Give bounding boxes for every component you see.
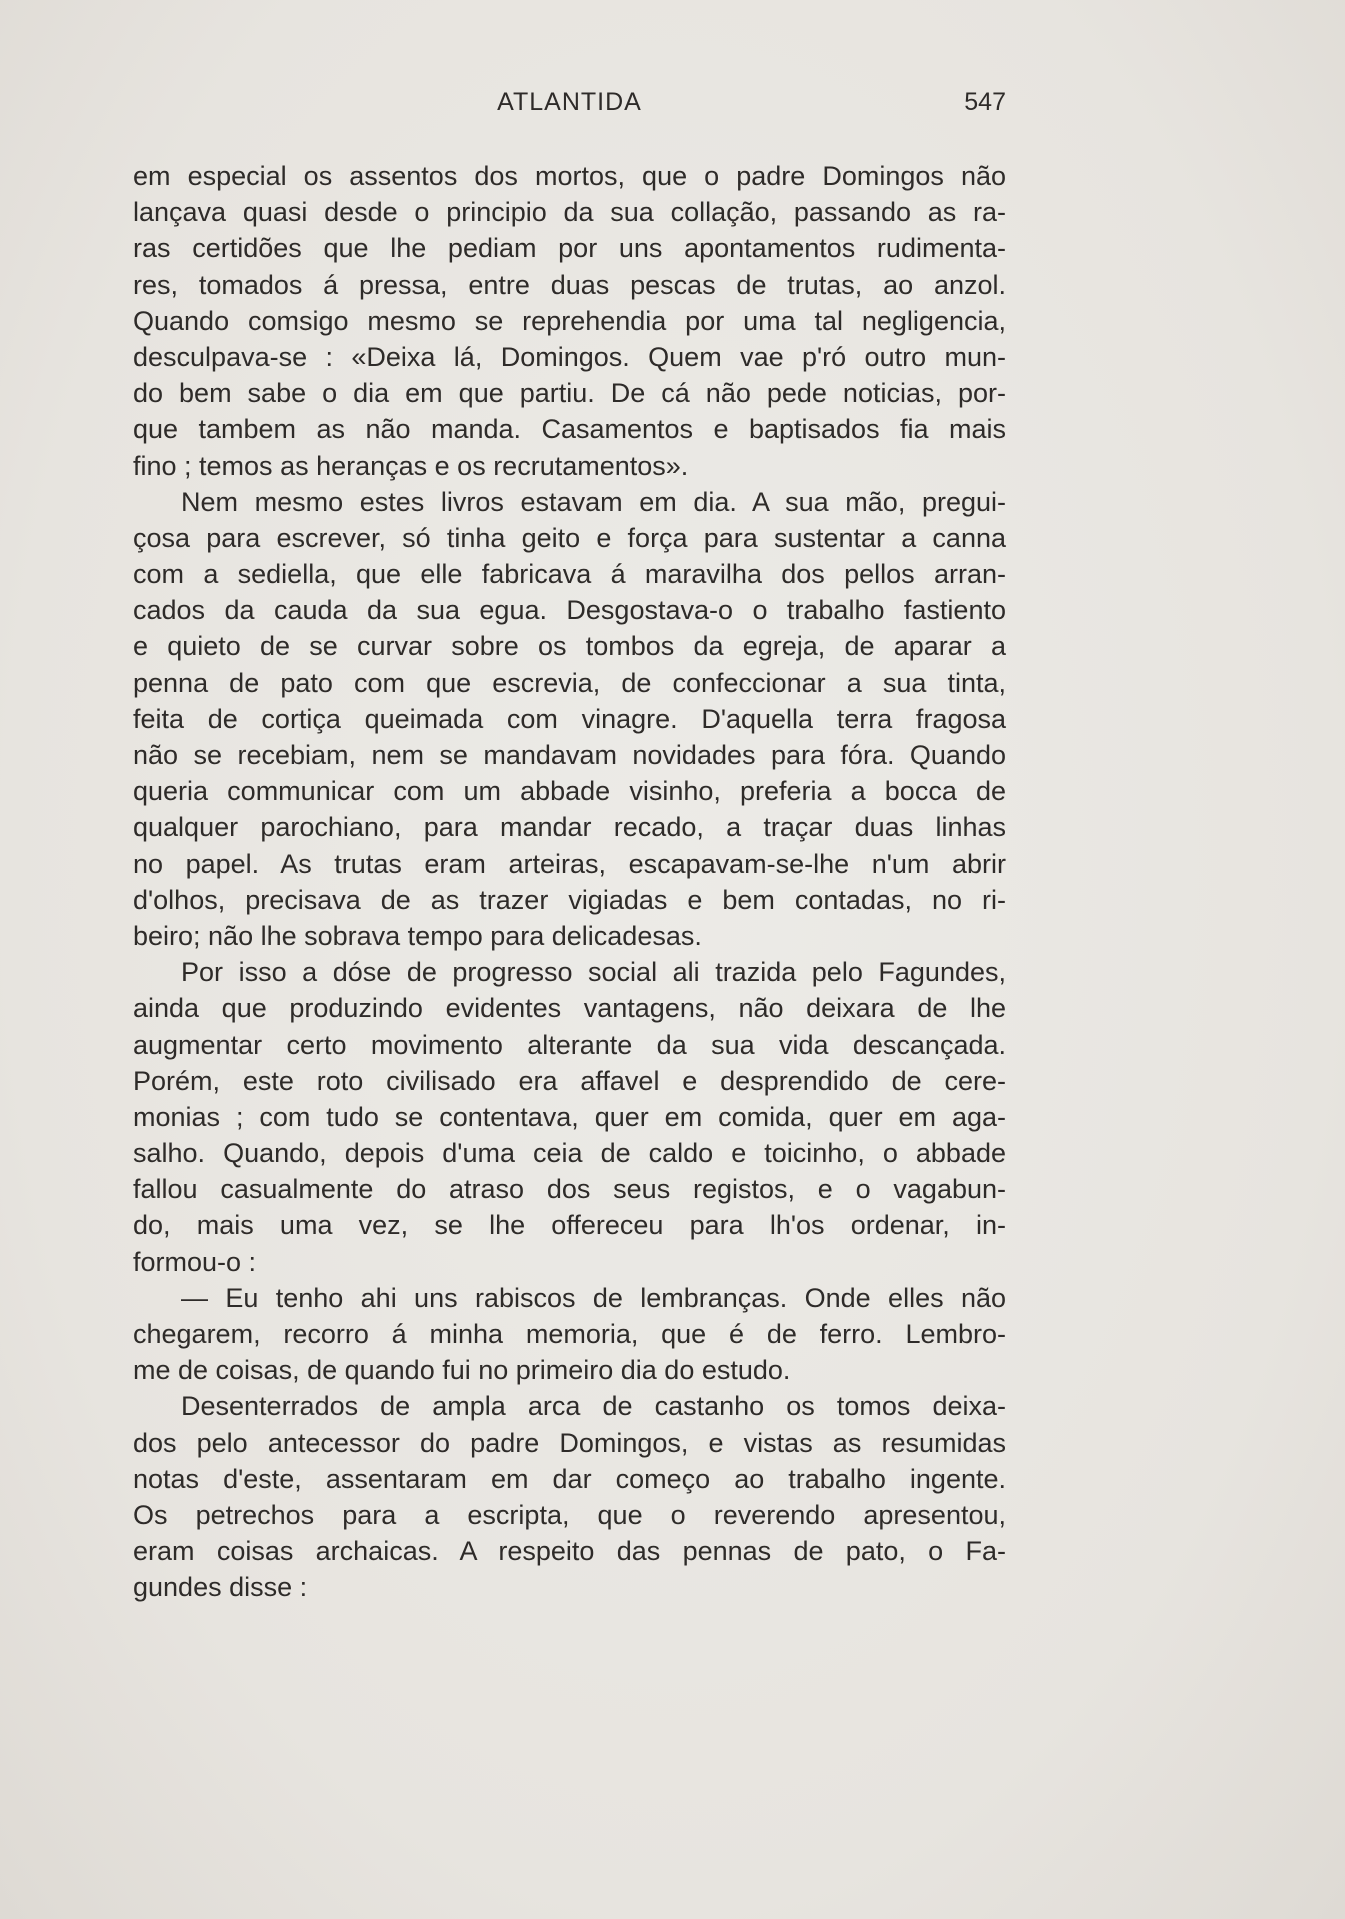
text-line: beiro; não lhe sobrava tempo para delicadesas. [133,920,702,951]
text-line: d'olhos, precisava de as trazer vigiadas e bem contadas, no ri- [133,884,1006,915]
text-line: Os petrechos para a escripta, que o reverendo apresentou, [133,1499,1006,1530]
text-line: çosa para escrever, só tinha geito e força para sustentar a canna [133,522,1006,553]
text-line: me de coisas, de quando fui no primeiro dia do estudo. [133,1355,791,1386]
text-line: desculpava-se : «Deixa lá, Domingos. Quem vae p'ró outro mun- [133,341,1006,372]
body-text [133,158,1006,1606]
text-line: dos pelo antecessor do padre Domingos, e vistas as resumidas [133,1427,1006,1458]
text-line: do bem sabe o dia em que partiu. De cá não pede noticias, por- [133,378,1006,409]
running-title: ATLANTIDA [497,88,642,116]
text-line: Por isso a dóse de progresso social ali trazida pelo Fagundes, [181,957,1006,988]
text-line: Porém, este roto civilisado era affavel e desprendido de cere- [133,1065,1006,1096]
text-line: Desenterrados de ampla arca de castanho os tomos deixa- [181,1391,1006,1422]
text-line: qualquer parochiano, para mandar recado, a traçar duas linhas [133,812,1006,843]
text-line: augmentar certo movimento alterante da sua vida descançada. [133,1029,1006,1060]
text-line: formou-o : [133,1246,257,1277]
text-line: fallou casualmente do atraso dos seus registos, e o vagabun- [133,1174,1006,1205]
text-line: não se recebiam, nem se mandavam novidades para fóra. Quando [133,740,1006,770]
text-line: do, mais uma vez, se lhe offereceu para lh'os ordenar, in- [133,1210,1006,1241]
text-line: Quando comsigo mesmo se reprehendia por uma tal negligencia, [133,305,1006,336]
text-line: e quieto de se curvar sobre os tombos da egreja, de aparar a [133,631,1006,662]
text-line: com a sediella, que elle fabricava á maravilha dos pellos arran- [133,559,1006,590]
text-line: chegarem, recorro á minha memoria, que é de ferro. Lembro- [133,1319,1006,1349]
page-header [133,88,1006,128]
text-line: salho. Quando, depois d'uma ceia de caldo e toicinho, o abbade [133,1138,1006,1169]
text-line: queria communicar com um abbade visinho, preferia a bocca de [133,776,1006,807]
page-number: 547 [964,88,1006,116]
text-line: que tambem as não manda. Casamentos e baptisados fia mais [133,414,1006,445]
text-line: res, tomados á pressa, entre duas pescas de trutas, ao anzol. [133,269,1006,300]
text-line: no papel. As trutas eram arteiras, escapavam-se-lhe n'um abrir [133,848,1006,879]
text-line: em especial os assentos dos mortos, que o padre Domingos não [133,161,1006,191]
text-line: feita de cortiça queimada com vinagre. D'aquella terra fragosa [133,703,1006,734]
text-line: notas d'este, assentaram em dar começo ao trabalho ingente. [133,1463,1006,1494]
text-line: monias ; com tudo se contentava, quer em comida, quer em aga- [133,1101,1006,1132]
text-line: penna de pato com que escrevia, de confeccionar a sua tinta, [133,667,1006,698]
text-line: fino ; temos as heranças e os recrutamentos». [133,450,689,481]
text-line: eram coisas archaicas. A respeito das pennas de pato, o Fa- [133,1536,1006,1567]
text-line: lançava quasi desde o principio da sua collação, passando as ra- [133,197,1006,228]
text-line: ras certidões que lhe pediam por uns apontamentos rudimenta- [133,233,1006,264]
text-line: gundes disse : [133,1572,308,1603]
text-line: Nem mesmo estes livros estavam em dia. A sua mão, pregui- [181,486,1006,517]
text-line: cados da cauda da sua egua. Desgostava-o o trabalho fastiento [133,595,1006,626]
text-line: — Eu tenho ahi uns rabiscos de lembranças. Onde elles não [181,1282,1006,1313]
text-line: ainda que produzindo evidentes vantagens, não deixara de lhe [133,993,1006,1024]
